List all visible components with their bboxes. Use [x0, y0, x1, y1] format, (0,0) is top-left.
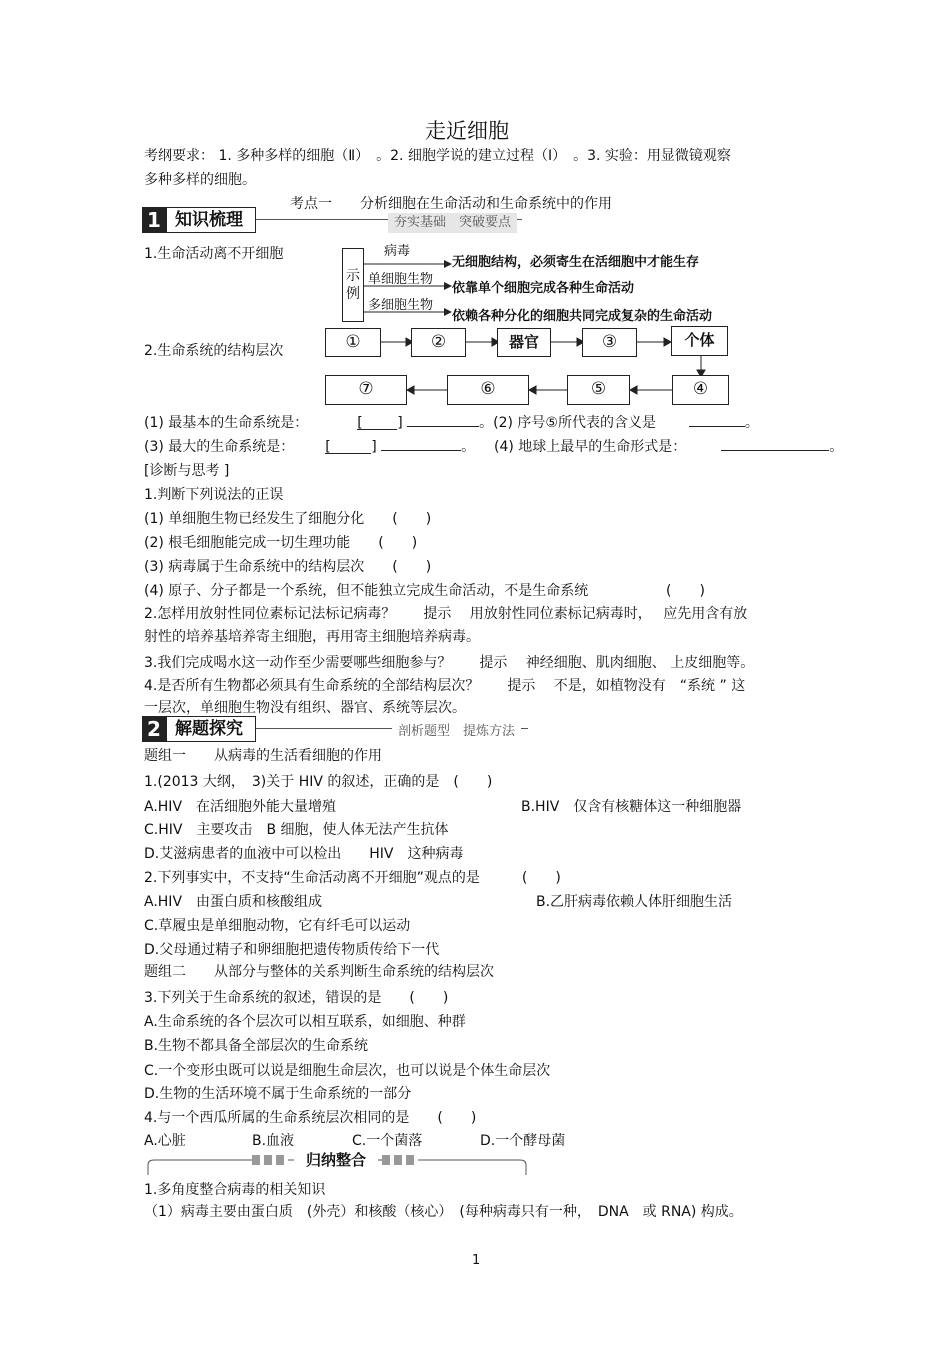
example-virus: 病毒 — [384, 244, 411, 259]
q3-option-d[interactable]: D.生物的生活环境不属于生命系统的一部分 — [144, 1086, 412, 1102]
page-title: 走近细胞 — [425, 119, 509, 143]
banner-number: 2 — [142, 716, 166, 742]
section-banner-knowledge — [142, 207, 522, 233]
banner-label: 解题探究 — [166, 716, 256, 742]
example-multicellular: 多细胞生物 — [368, 298, 434, 313]
page-number: 1 — [472, 1253, 481, 1268]
hierarchy-box-4: ④ — [672, 375, 729, 405]
banner-subtitle: 夯实基础 突破要点 — [388, 213, 517, 233]
example-multicellular-desc: 依赖各种分化的细胞共同完成复杂的生命活动 — [452, 309, 713, 324]
q4-stem: 4.与一个西瓜所属的生命系统层次相同的是 ( ) — [144, 1110, 477, 1126]
banner-number: 1 — [142, 207, 166, 233]
q4-option-c[interactable]: C.一个菌落 — [352, 1133, 423, 1149]
summary-deco-right — [382, 1155, 418, 1165]
hierarchy-box-1: ① — [325, 328, 381, 357]
summary-banner — [146, 1151, 528, 1177]
diag-item-3: (3) 病毒属于生命系统中的结构层次 ( ) — [144, 559, 432, 575]
q4-option-b[interactable]: B.血液 — [252, 1133, 295, 1149]
diag-q2-line-2: 射性的培养基培养寄主细胞，再用寄主细胞培养病毒。 — [144, 629, 480, 645]
fill-q3-end: 。 — [461, 439, 476, 455]
q4-option-d[interactable]: D.一个酵母菌 — [480, 1133, 566, 1149]
fill-q2-blank[interactable] — [689, 426, 745, 427]
fill-q3-bracket[interactable]: [ — [325, 439, 371, 454]
diag-item-2: (2) 根毛细胞能完成一切生理功能 ( ) — [144, 535, 418, 551]
diag-item-4-paren: ( ) — [666, 583, 705, 599]
diag-q3: 3.我们完成喝水这一动作至少需要哪些细胞参与？ 提示 神经细胞、肌肉细胞、 上皮细胞等。 — [144, 655, 755, 671]
q1-option-d[interactable]: D.艾滋病患者的血液中可以检出 HIV 这种病毒 — [144, 846, 464, 862]
example-unicellular-desc: 依靠单个细胞完成各种生命活动 — [452, 281, 635, 296]
example-diagram — [340, 236, 740, 328]
diag-heading: [诊断与思考 ] — [144, 463, 230, 479]
q2-option-a[interactable]: A.HIV 由蛋白质和核酸组成 — [144, 894, 323, 910]
fill-q2: 。(2) 序号⑤所代表的含义是 — [479, 415, 656, 431]
summary-paragraph: （1）病毒主要由蛋白质 (外壳）和核酸（核心） (每种病毒只有一种， DNA 或 RNA) 构成。 — [144, 1204, 743, 1220]
requirements-line-2: 多种多样的细胞。 — [144, 172, 256, 188]
q1-stem: 1.(2013 大纲， 3)关于 HIV 的叙述，正确的是 ( ) — [144, 774, 493, 790]
fill-line-2: (3) 最大的生命系统是： [ ] 。 (4) 地球上最早的生命形式是： 。 — [144, 439, 844, 455]
q1-option-b[interactable]: B.HIV 仅含有核糖体这一种细胞器 — [521, 799, 742, 815]
q2-stem: 2.下列事实中，不支持“生命活动离不开细胞”观点的是 ( ) — [144, 870, 561, 886]
hierarchy-box-individual: 个体 — [671, 326, 728, 356]
section-banner-practice — [142, 716, 528, 742]
fill-q4: (4) 地球上最早的生命形式是： — [494, 439, 687, 455]
q2-option-d[interactable]: D.父母通过精子和卵细胞把遗传物质传给下一代 — [144, 942, 440, 958]
q3-option-b[interactable]: B.生物不都具备全部层次的生命系统 — [144, 1038, 369, 1054]
s2-heading: 2.生命系统的结构层次 — [144, 343, 284, 359]
diag-q4-line-1: 4.是否所有生物都必须具有生命系统的全部结构层次？ 提示 不是，如植物没有 “系统 ” 这 — [144, 678, 746, 694]
diag-item-1: (1) 单细胞生物已经发生了细胞分化 ( ) — [144, 511, 432, 527]
fill-q1: (1) 最基本的生命系统是： — [144, 415, 309, 431]
q3-stem: 3.下列关于生命系统的叙述，错误的是 ( ) — [144, 990, 449, 1006]
diag-q4-line-2: 一层次，单细胞生物没有组织、器官、系统等层次。 — [144, 700, 466, 716]
fill-q4-blank[interactable] — [721, 450, 829, 451]
hierarchy-box-2: ② — [411, 328, 466, 357]
fill-q1-blank[interactable] — [407, 426, 479, 427]
q1-option-c[interactable]: C.HIV 主要攻击 B 细胞，使人体无法产生抗体 — [144, 822, 449, 838]
fill-q2-end: 。 — [744, 415, 759, 431]
hierarchy-box-5: ⑤ — [567, 375, 630, 405]
hierarchy-box-7: ⑦ — [325, 375, 407, 405]
s1-heading: 1.生命活动离不开细胞 — [144, 246, 284, 262]
summary-heading: 1.多角度整合病毒的相关知识 — [144, 1182, 326, 1198]
hierarchy-box-organ: 器官 — [497, 328, 551, 357]
banner-label: 知识梳理 — [166, 207, 256, 233]
diag-q2-line-1: 2.怎样用放射性同位素标记法标记病毒？ 提示 用放射性同位素标记病毒时， 应先用含有放 — [144, 606, 748, 622]
fill-q1-bracket[interactable]: [ — [357, 415, 397, 430]
hierarchy-box-3: ③ — [582, 328, 637, 357]
requirements-line-1: 考纲要求： 1. 多种多样的细胞（Ⅱ） 。2. 细胞学说的建立过程（Ⅰ） 。3. 实验：用显微镜观察 — [144, 148, 731, 164]
fill-q3-blank[interactable] — [381, 450, 461, 451]
example-unicellular: 单细胞生物 — [368, 272, 434, 287]
q4-option-a[interactable]: A.心脏 — [144, 1133, 186, 1149]
kaodian-heading: 考点一 分析细胞在生命活动和生命系统中的作用 — [290, 196, 612, 212]
diag-q1: 1.判断下列说法的正误 — [144, 487, 284, 503]
diag-item-4: (4) 原子、分子都是一个系统，但不能独立完成生命活动，不是生命系统 — [144, 583, 589, 599]
fill-line-1: (1) 最基本的生命系统是： [ ] 。(2) 序号⑤所代表的含义是 。 — [144, 415, 759, 431]
group2-title: 题组二 从部分与整体的关系判断生命系统的结构层次 — [144, 964, 494, 980]
summary-label: 归纳整合 — [294, 1151, 378, 1169]
fill-q3: (3) 最大的生命系统是： — [144, 439, 295, 455]
hierarchy-diagram — [320, 322, 740, 410]
q3-option-c[interactable]: C.一个变形虫既可以说是细胞生命层次，也可以说是个体生命层次 — [144, 1063, 551, 1079]
q2-option-c[interactable]: C.草履虫是单细胞动物，它有纤毛可以运动 — [144, 918, 411, 934]
q3-option-a[interactable]: A.生命系统的各个层次可以相互联系，如细胞、种群 — [144, 1014, 466, 1030]
q1-option-a[interactable]: A.HIV 在活细胞外能大量增殖 — [144, 799, 337, 815]
group1-title: 题组一 从病毒的生活看细胞的作用 — [144, 748, 382, 764]
fill-q4-end: 。 — [829, 439, 844, 455]
example-label-box: 示例 — [342, 248, 364, 322]
banner-subtitle: 剖析题型 提炼方法 — [392, 722, 521, 742]
q2-option-b[interactable]: B.乙肝病毒依赖人体肝细胞生活 — [536, 894, 733, 910]
hierarchy-box-6: ⑥ — [447, 375, 529, 405]
example-virus-desc: 无细胞结构，必须寄生在活细胞中才能生存 — [452, 255, 700, 270]
summary-deco-left — [252, 1155, 288, 1165]
